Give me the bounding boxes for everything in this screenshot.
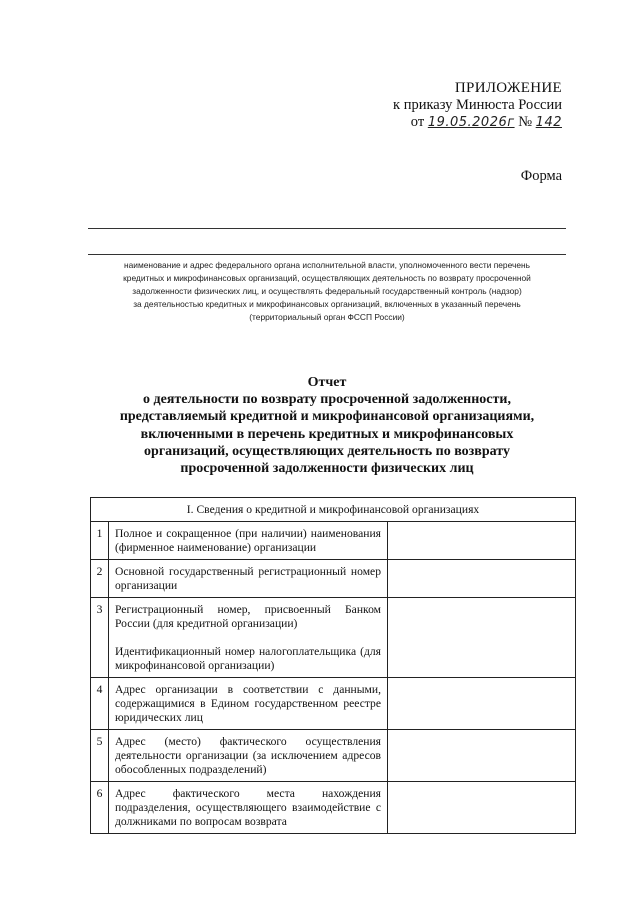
- caption-line: (территориальный орган ФССП России): [249, 312, 405, 322]
- table-row: [91, 560, 576, 598]
- row-description: Полное и сокращенное (при наличии) наименования (фирменное наименование) организации: [109, 522, 388, 560]
- appendix-title: ПРИЛОЖЕНИЕ: [454, 80, 562, 96]
- row-number: 2: [91, 560, 109, 598]
- authority-caption: [80, 259, 574, 324]
- row-description: Адрес (место) фактического осуществления деятельности организации (за исключением адресов обособленных подразделений): [109, 730, 388, 782]
- table-row: [91, 598, 576, 678]
- report-title: [80, 374, 574, 477]
- row-value-cell[interactable]: [388, 730, 576, 782]
- section-header: I. Сведения о кредитной и микрофинансовой организациях: [91, 498, 576, 522]
- table-row: [91, 678, 576, 730]
- report-title-line: представляемый кредитной и микрофинансовой организациями,: [119, 409, 535, 425]
- caption-line: задолженности физических лиц, и осуществлять федеральный государственный контроль (надзор): [132, 286, 522, 296]
- report-title-line: о деятельности по возврату просроченной задолженности,: [143, 392, 511, 408]
- handwritten-date: 19.05.2026г: [427, 115, 515, 130]
- organization-info-table: [90, 497, 576, 834]
- row-number: 1: [91, 522, 109, 560]
- row-description: Регистрационный номер, присвоенный Банком России (для кредитной организации) Идентификационный номер налогоплательщика (для микрофинансовой организации): [109, 598, 388, 678]
- row-value-cell[interactable]: [388, 678, 576, 730]
- row-number: 5: [91, 730, 109, 782]
- report-title-line: организаций, осуществляющих деятельность по возврату: [144, 443, 510, 459]
- date-prefix: от: [410, 114, 425, 130]
- authority-fill-line-2: [88, 254, 566, 255]
- caption-line: за деятельностью кредитных и микрофинансовых организаций, включенных в указанный перечень: [133, 299, 521, 309]
- row-value-cell[interactable]: [388, 782, 576, 834]
- appendix-header: [393, 80, 562, 131]
- order-date-number-line: [393, 114, 562, 131]
- caption-line: наименование и адрес федерального органа исполнительной власти, уполномоченного вести перечень: [124, 260, 530, 270]
- table-row: [91, 522, 576, 560]
- row-number: 3: [91, 598, 109, 678]
- row-number: 4: [91, 678, 109, 730]
- row-value-cell[interactable]: [388, 560, 576, 598]
- report-title-line: просроченной задолженности физических лиц: [180, 461, 474, 477]
- row-description: Адрес фактического места нахождения подразделения, осуществляющего взаимодействие с должниками по вопросам возврата: [109, 782, 388, 834]
- row-value-cell[interactable]: [388, 598, 576, 678]
- authority-fill-line-1: [88, 228, 566, 229]
- row-description: Адрес организации в соответствии с данными, содержащимися в Едином государственном реестре юридических лиц: [109, 678, 388, 730]
- report-title-line: Отчет: [307, 375, 347, 390]
- handwritten-number: 142: [535, 115, 562, 130]
- table-row: [91, 730, 576, 782]
- row-number: 6: [91, 782, 109, 834]
- order-reference: к приказу Минюста России: [393, 97, 562, 113]
- row-value-cell[interactable]: [388, 522, 576, 560]
- form-label: Форма: [520, 168, 562, 184]
- report-title-line: включенными в перечень кредитных и микрофинансовых: [140, 426, 514, 442]
- table-row: [91, 782, 576, 834]
- row-description: Основной государственный регистрационный номер организации: [109, 560, 388, 598]
- caption-line: кредитных и микрофинансовых организаций, осуществляющих деятельность по возврату просроченной: [123, 273, 531, 283]
- number-prefix: №: [518, 114, 533, 130]
